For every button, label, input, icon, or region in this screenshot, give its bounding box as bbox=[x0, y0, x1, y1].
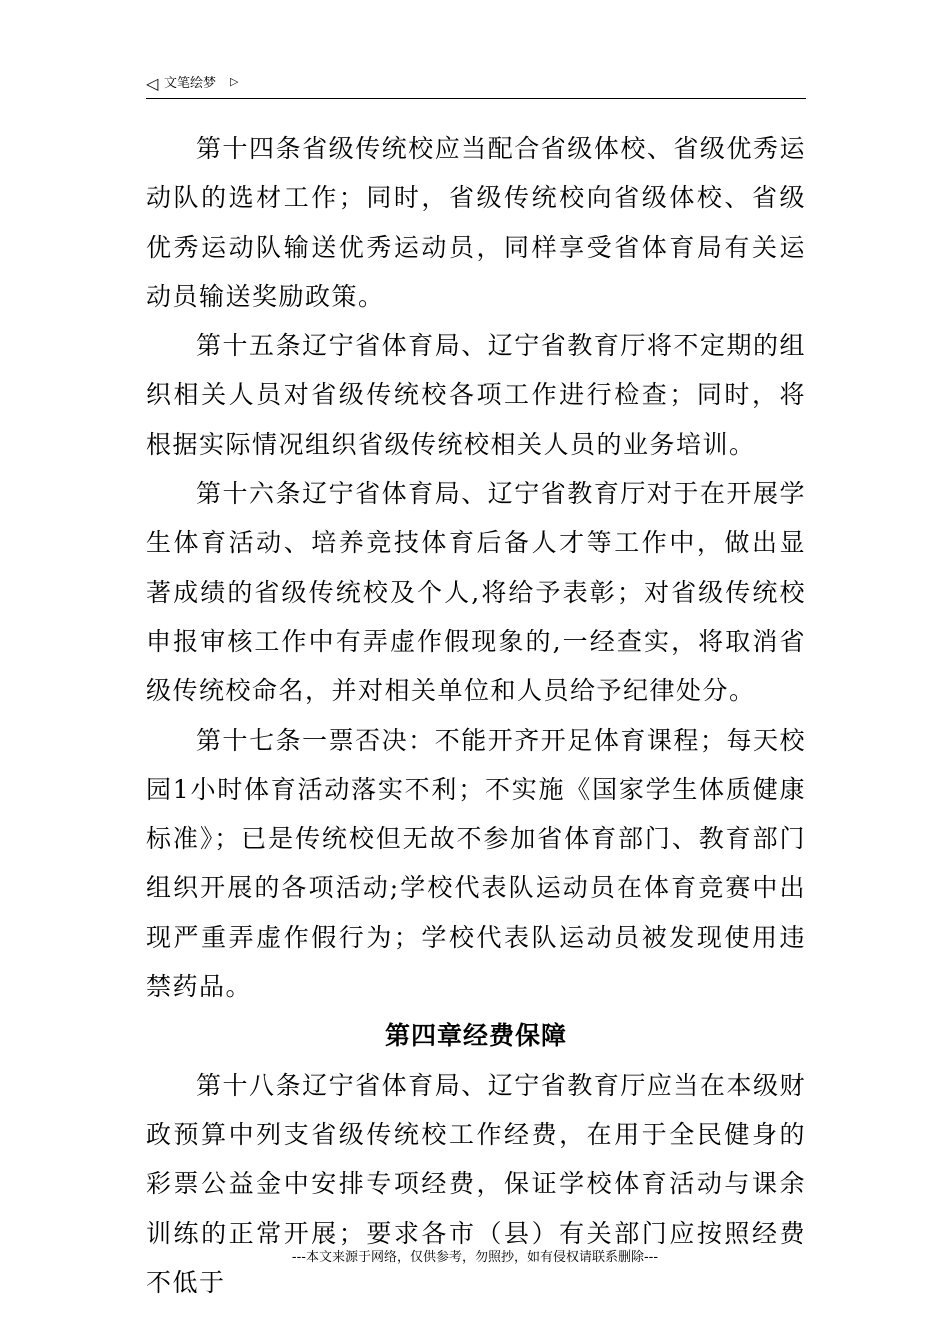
right-triangle-icon: ▷ bbox=[230, 75, 239, 88]
left-triangle-icon: ◁ bbox=[146, 74, 159, 93]
article-17: 第十七条一票否决：不能开齐开足体育课程；每天校园1小时体育活动落实不利；不实施《国家学生体质健康标准》；已是传统校但无故不参加省体育部门、教育部门组织开展的各项活动;学校代表队运动员在体育竞赛中出现严重弄虚作假行为；学校代表队运动员被发现使用违禁药品。 bbox=[146, 725, 806, 1002]
header-brand: 文笔绘梦 bbox=[164, 76, 217, 91]
article-14: 第十四条省级传统校应当配合省级体校、省级优秀运动队的选材工作；同时，省级传统校向省级体校、省级优秀运动队输送优秀运动员，同样享受省体育局有关运动员输送奖励政策。 bbox=[146, 134, 806, 311]
article-18: 第十八条辽宁省体育局、辽宁省教育厅应当在本级财政预算中列支省级传统校工作经费，在用于全民健身的彩票公益金中安排专项经费，保证学校体育活动与课余训练的正常开展；要求各市（县）有关部门应按照经费不低于 bbox=[146, 1070, 806, 1297]
page-header bbox=[146, 72, 806, 99]
article-15: 第十五条辽宁省体育局、辽宁省教育厅将不定期的组织相关人员对省级传统校各项工作进行检查；同时，将根据实际情况组织省级传统校相关人员的业务培训。 bbox=[146, 331, 806, 459]
document-body bbox=[146, 124, 806, 1307]
article-16: 第十六条辽宁省体育局、辽宁省教育厅对于在开展学生体育活动、培养竞技体育后备人才等工作中，做出显著成绩的省级传统校及个人,将给予表彰；对省级传统校申报审核工作中有弄虚作假现象的,一经查实，将取消省级传统校命名，并对相关单位和人员给予纪律处分。 bbox=[146, 479, 806, 706]
page-footer: ---本文来源于网络，仅供参考，勿照抄，如有侵权请联系删除--- bbox=[291, 1250, 659, 1265]
chapter-title: 第四章经费保障 bbox=[384, 1021, 567, 1051]
